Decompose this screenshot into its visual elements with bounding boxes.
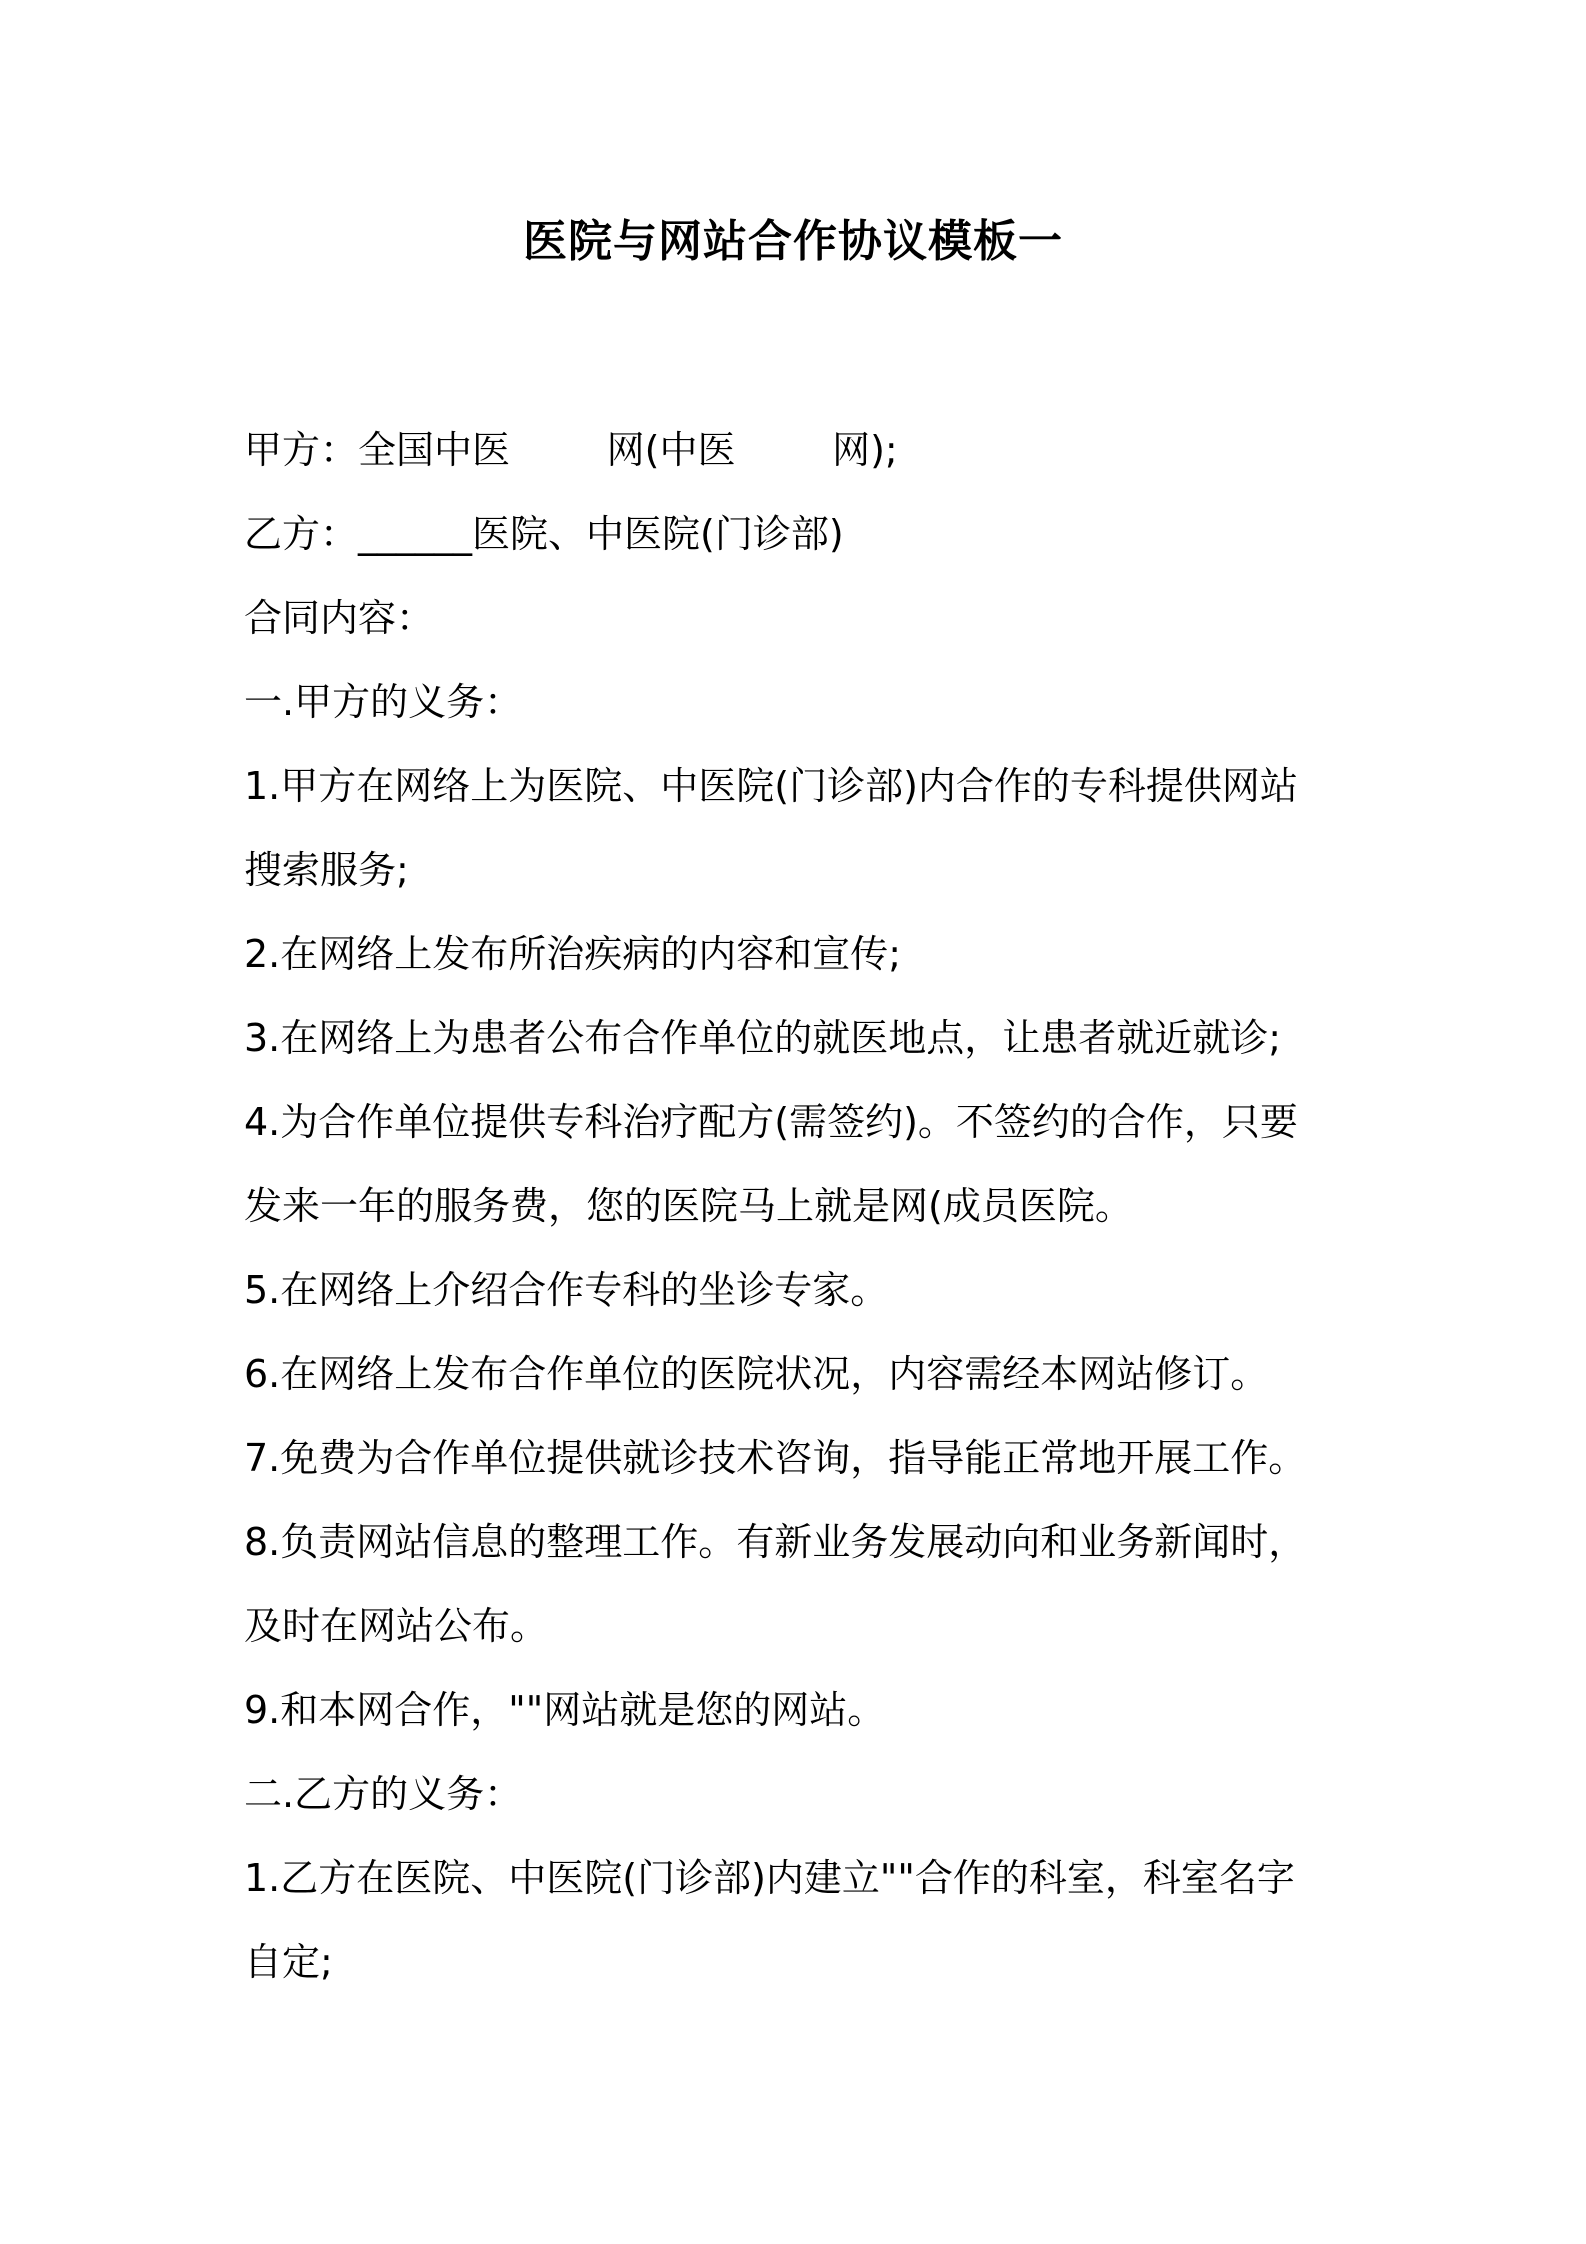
obligation-b-1-line-2: 自定;: [244, 1940, 333, 1984]
obligation-a-3: 3.在网络上为患者公布合作单位的就医地点，让患者就近就诊;: [244, 1016, 1282, 1060]
party-b-label: 乙方：: [244, 512, 359, 556]
document-body: [244, 408, 1364, 2004]
obligation-a-1-line-1: 1.甲方在网络上为医院、中医院(门诊部)内合作的专科提供网站: [244, 764, 1298, 808]
party-a-label: 甲方：: [244, 428, 359, 472]
section-heading-party-b-obligations: 二.乙方的义务：: [244, 1772, 523, 1816]
obligation-a-9: 9.和本网合作，""网站就是您的网站。: [244, 1688, 886, 1732]
obligation-a-4-line-1: 4.为合作单位提供专科治疗配方(需签约)。不签约的合作，只要: [244, 1100, 1298, 1144]
obligation-b-1-line-1: 1.乙方在医院、中医院(门诊部)内建立""合作的科室，科室名字: [244, 1856, 1295, 1900]
obligation-a-2: 2.在网络上发布所治疾病的内容和宣传;: [244, 932, 902, 976]
obligation-a-1-line-2: 搜索服务;: [244, 848, 409, 892]
obligation-a-5: 5.在网络上介绍合作专科的坐诊专家。: [244, 1268, 889, 1312]
obligation-a-8-line-2: 及时在网站公布。: [244, 1604, 549, 1648]
obligation-a-8-line-1: 8.负责网站信息的整理工作。有新业务发展动向和业务新闻时，: [244, 1520, 1307, 1564]
party-b-name: ______医院、中医院(门诊部): [358, 512, 844, 556]
obligation-a-7: 7.免费为合作单位提供就诊技术咨询，指导能正常地开展工作。: [244, 1436, 1307, 1480]
document-title: 医院与网站合作协议模板一: [523, 216, 1063, 267]
obligation-a-4-line-2: 发来一年的服务费，您的医院马上就是网(成员医院。: [244, 1184, 1133, 1228]
party-a-name: 全国中医 网(中医 网);: [358, 428, 898, 472]
party-b-line: [244, 492, 1364, 576]
contract-heading: 合同内容：: [244, 596, 435, 640]
section-heading-party-a-obligations: 一.甲方的义务：: [244, 680, 523, 724]
obligation-a-6: 6.在网络上发布合作单位的医院状况，内容需经本网站修订。: [244, 1352, 1269, 1396]
party-a-line: [244, 408, 1364, 492]
